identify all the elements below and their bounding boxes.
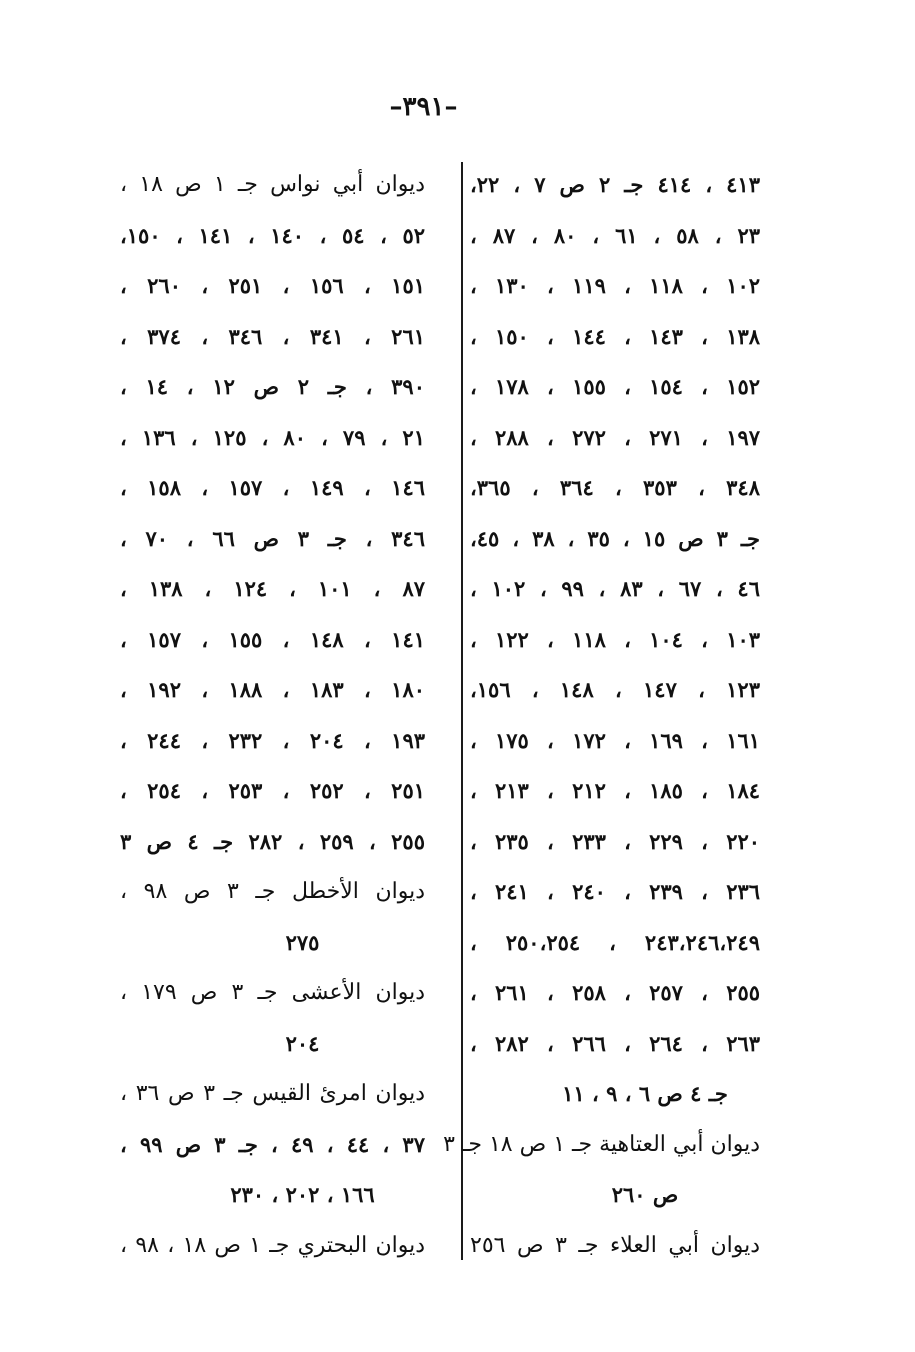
index-line: ٢١ ، ٧٩ ، ٨٠ ، ١٢٥ ، ١٣٦ ، bbox=[120, 424, 425, 450]
index-line: ٥٢ ، ٥٤ ، ١٤٠ ، ١٤١ ، ١٥٠، bbox=[120, 222, 425, 248]
index-line: ١٣٨ ، ١٤٣ ، ١٤٤ ، ١٥٠ ، bbox=[470, 323, 761, 349]
index-line: ٤١٣ ، ٤١٤ جـ ٢ ص ٧ ، ٢٢، bbox=[470, 172, 760, 197]
index-line: ٣٧ ، ٤٤ ، ٤٩ ، جـ ٣ ص ٩٩ ، bbox=[120, 1131, 425, 1157]
index-line: ٢٣ ، ٥٨ ، ٦١ ، ٨٠ ، ٨٧ ، bbox=[470, 222, 761, 248]
index-line: ١٠٢ ، ١١٨ ، ١١٩ ، ١٣٠ ، bbox=[470, 273, 761, 298]
index-line: ١٤٦ ، ١٤٩ ، ١٥٧ ، ١٥٨ ، bbox=[120, 475, 426, 500]
index-line: ١٥٢ ، ١٥٤ ، ١٥٥ ، ١٧٨ ، bbox=[470, 374, 761, 399]
index-line: ٢٢٠ ، ٢٢٩ ، ٢٣٣ ، ٢٣٥ ، bbox=[470, 828, 761, 854]
index-line: ٢٦٣ ، ٢٦٤ ، ٢٦٦ ، ٢٨٢ ، bbox=[470, 1030, 761, 1056]
right-index-column bbox=[443, 160, 761, 1271]
index-line: ١٩٣ ، ٢٠٤ ، ٢٣٢ ، ٢٤٤ ، bbox=[120, 727, 426, 753]
diwan-entry-title: ديوان الأعشى جـ ٣ ص ١٧٩ ، bbox=[120, 980, 426, 1005]
diwan-entry-title: ديوان أبي نواس جـ ١ ص ١٨ ، bbox=[120, 172, 425, 197]
page-number: –٣٩١– bbox=[389, 92, 458, 122]
index-line: ١٦٦ ، ٢٠٢ ، ٢٣٠ bbox=[230, 1182, 375, 1207]
column-divider bbox=[461, 162, 463, 1260]
index-line: ١٢٣ ، ١٤٧ ، ١٤٨ ، ١٥٦، bbox=[470, 677, 760, 702]
index-line: ٢٣٦ ، ٢٣٩ ، ٢٤٠ ، ٢٤١ ، bbox=[470, 879, 761, 904]
left-index-column bbox=[120, 160, 425, 1271]
index-line: ١٠٣ ، ١٠٤ ، ١١٨ ، ١٢٢ ، bbox=[470, 626, 761, 652]
index-line: ٣٤٨ ، ٣٥٣ ، ٣٦٤ ، ٣٦٥، bbox=[470, 475, 760, 500]
index-line: ١٨٤ ، ١٨٥ ، ٢١٢ ، ٢١٣ ، bbox=[470, 778, 761, 803]
index-line: جـ ٤ ص ٦ ، ٩ ، ١١ bbox=[562, 1081, 728, 1106]
index-line: ٢٥٥ ، ٢٥٧ ، ٢٥٨ ، ٢٦١ ، bbox=[470, 980, 761, 1005]
index-line: ١٩٧ ، ٢٧١ ، ٢٧٢ ، ٢٨٨ ، bbox=[470, 424, 761, 450]
index-line: ٢٥٥ ، ٢٥٩ ، ٢٨٢ جـ ٤ ص ٣ bbox=[120, 828, 425, 854]
index-line: ص ٢٦٠ bbox=[611, 1182, 679, 1207]
diwan-entry-title: ديوان الأخطل جـ ٣ ص ٩٨ ، bbox=[120, 879, 426, 904]
index-line: ٢٤٣،٢٤٦،٢٤٩ ، ٢٥٠،٢٥٤ ، bbox=[470, 929, 760, 955]
index-line: ٢٥١ ، ٢٥٢ ، ٢٥٣ ، ٢٥٤ ، bbox=[120, 778, 426, 803]
index-line: ١٥١ ، ١٥٦ ، ٢٥١ ، ٢٦٠ ، bbox=[120, 273, 426, 298]
diwan-entry-title: ديوان أبي العلاء جـ ٣ ص ٢٥٦ bbox=[470, 1232, 761, 1258]
index-line: ٣٤٦ ، جـ ٣ ص ٦٦ ، ٧٠ ، bbox=[120, 525, 425, 551]
index-line: ١٨٠ ، ١٨٣ ، ١٨٨ ، ١٩٢ ، bbox=[120, 677, 426, 702]
index-line: جـ ٣ ص ١٥ ، ٣٥ ، ٣٨ ، ٤٥، bbox=[470, 525, 760, 551]
index-line: ٨٧ ، ١٠١ ، ١٢٤ ، ١٣٨ ، bbox=[120, 576, 425, 601]
index-line: ٢٦١ ، ٣٤١ ، ٣٤٦ ، ٣٧٤ ، bbox=[120, 323, 426, 349]
index-line: ١٦١ ، ١٦٩ ، ١٧٢ ، ١٧٥ ، bbox=[470, 727, 761, 753]
index-line: ٢٠٤ bbox=[285, 1030, 320, 1056]
diwan-entry-title: ديوان البحتري جـ ١ ص ١٨ ، ٩٨ ، bbox=[120, 1232, 425, 1258]
diwan-entry-title: ديوان امرئ القيس جـ ٣ ص ٣٦ ، bbox=[120, 1081, 425, 1106]
diwan-entry-title: ديوان أبي العتاهية جـ ١ ص ١٨ جـ ٣ bbox=[443, 1131, 760, 1157]
index-line: ١٤١ ، ١٤٨ ، ١٥٥ ، ١٥٧ ، bbox=[120, 626, 426, 652]
index-line: ٢٧٥ bbox=[285, 929, 320, 955]
index-line: ٤٦ ، ٦٧ ، ٨٣ ، ٩٩ ، ١٠٢ ، bbox=[470, 576, 760, 601]
index-line: ٣٩٠ ، جـ ٢ ص ١٢ ، ١٤ ، bbox=[120, 374, 425, 399]
